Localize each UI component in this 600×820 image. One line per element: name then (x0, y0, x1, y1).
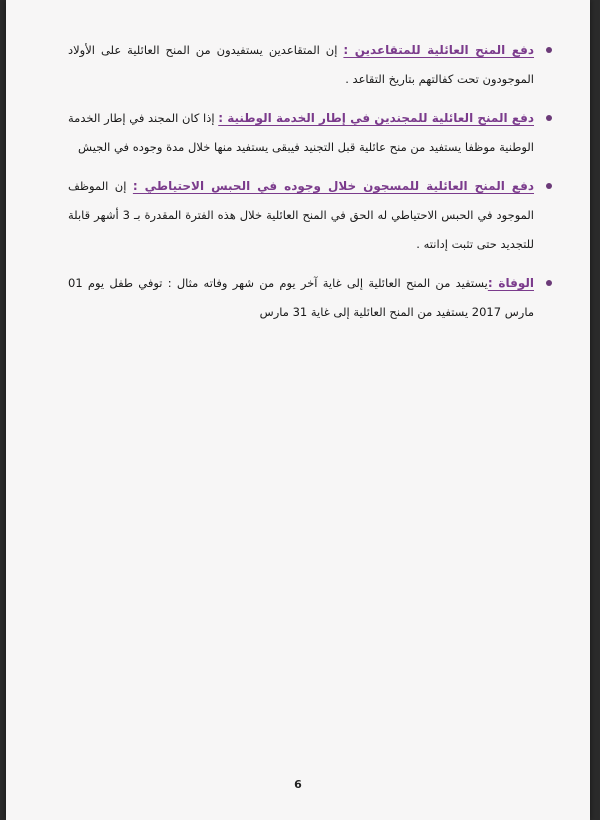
bullet-icon (546, 183, 552, 189)
item-heading: دفع المنح العائلية للمسجون خلال وجوده في الحبس الاحتياطي : (132, 179, 535, 193)
page-number: 6 (294, 778, 302, 791)
bullet-icon (546, 280, 552, 286)
bullet-icon (546, 115, 552, 121)
item-body: إن المتقاعدين يستفيدون من المنح العائلية على الأولاد الموجودون تحت كفالتهم بتاريخ التقاعد . (68, 43, 534, 86)
list-item (68, 36, 550, 94)
item-body: إن الموظف الموجود في الحبس الاحتياطي له الحق في المنح العائلية خلال هذه الفترة المقدرة بـ 3 أشهر قابلة للتجديد حتى تثبت إدانته . (68, 179, 534, 251)
item-heading: دفع المنح العائلية للمتقاعدين : (343, 43, 535, 57)
list-item (68, 172, 550, 259)
list-item (68, 269, 550, 327)
item-body: إذا كان المجند في إطار الخدمة الوطنية موظفا يستفيد من منح عائلية قبل التجنيد فيبقى يستفيد منها خلال مدة وجوده في الجيش (68, 111, 534, 154)
item-heading: دفع المنح العائلية للمجندين في إطار الخدمة الوطنية : (218, 111, 534, 125)
list-item (68, 104, 550, 162)
bullet-icon (546, 47, 552, 53)
item-body: يستفيد من المنح العائلية إلى غاية آخر يوم من شهر وفاته مثال : توفي طفل يوم 01 مارس 2017 يستفيد من المنح العائلية إلى غاية 31 مارس (68, 276, 534, 319)
document-page (6, 0, 590, 820)
document-content (68, 36, 550, 337)
item-heading: الوفاة : (487, 276, 534, 290)
